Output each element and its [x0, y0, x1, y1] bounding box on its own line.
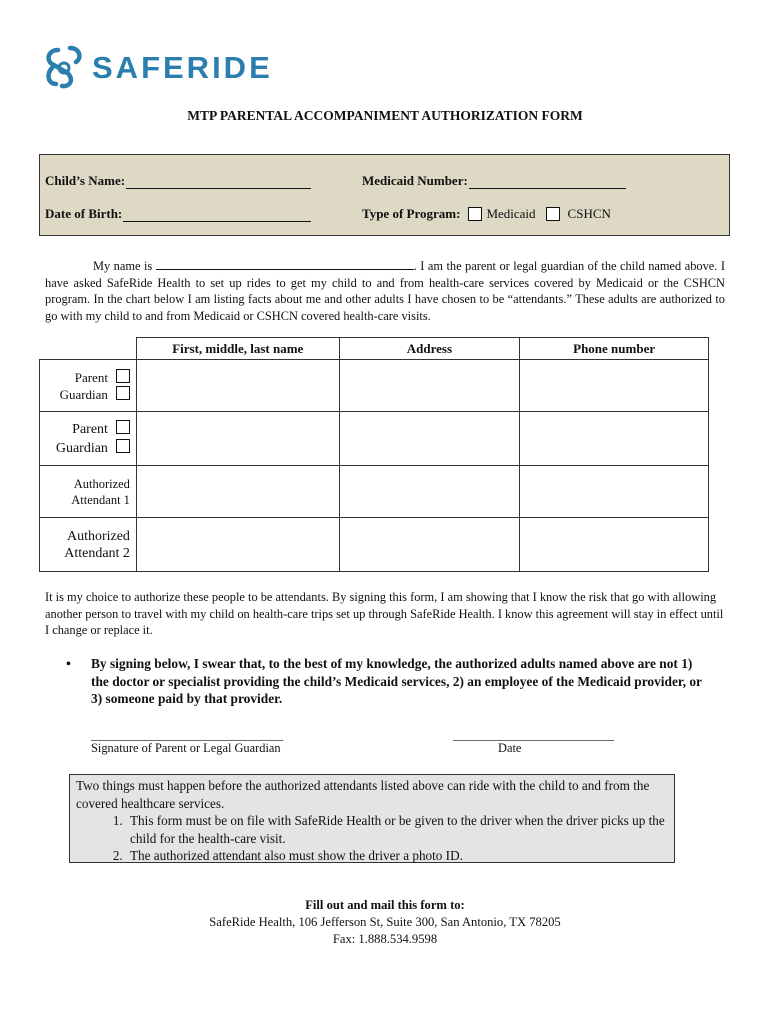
address-cell[interactable]: [339, 466, 520, 518]
table-row: [40, 518, 709, 572]
intro-prefix: My name is: [93, 259, 153, 273]
name-cell[interactable]: [136, 412, 339, 466]
col-header-name: First, middle, last name: [136, 338, 339, 360]
name-cell[interactable]: [136, 360, 339, 412]
row-label-attendant-1: Authorized Attendant 1: [40, 466, 137, 518]
list-item: 1. This form must be on file with SafeRide Health or be given to the driver when the driver picks up the child for the health-care visit.: [126, 812, 668, 847]
table-row: [40, 466, 709, 518]
guardian-checkbox-2[interactable]: [116, 439, 130, 453]
mail-address: SafeRide Health, 106 Jefferson St, Suite 300, San Antonio, TX 78205: [209, 915, 561, 929]
logo-wordmark: SAFERIDE: [92, 49, 273, 85]
requirements-box: [69, 774, 675, 863]
name-cell[interactable]: [136, 518, 339, 572]
cshcn-checkbox[interactable]: [546, 207, 560, 221]
address-cell[interactable]: [339, 360, 520, 412]
program-type-field: [362, 206, 611, 222]
mail-heading: Fill out and mail this form to:: [305, 898, 465, 912]
phone-cell[interactable]: [520, 360, 709, 412]
medicaid-checkbox[interactable]: [468, 207, 482, 221]
medicaid-number-label: Medicaid Number:: [362, 173, 468, 188]
saferide-logo-icon: [44, 44, 84, 90]
fax-number: Fax: 1.888.534.9598: [332, 932, 438, 946]
dob-label: Date of Birth:: [45, 206, 123, 221]
col-header-address: Address: [339, 338, 520, 360]
saferide-logo: [44, 44, 273, 90]
choice-paragraph: It is my choice to authorize these people to be attendants. By signing this form, I am showing that I know the risk that go with allowing another person to travel with my child on health-care trips set up through SafeRide Health. I know this agreement will stay in effect until I change or replace it.: [45, 590, 724, 637]
address-cell[interactable]: [339, 412, 520, 466]
name-cell[interactable]: [136, 466, 339, 518]
medicaid-number-field[interactable]: [362, 173, 626, 189]
table-row: [40, 412, 709, 466]
child-info-box: [39, 154, 730, 236]
medicaid-number-input[interactable]: [469, 174, 626, 189]
list-item: 2. The authorized attendant also must show the driver a photo ID.: [126, 847, 668, 865]
col-header-phone: Phone number: [520, 338, 709, 360]
signature-line[interactable]: _______________________________: [91, 728, 284, 742]
intro-paragraph: [45, 257, 725, 324]
table-header-row: [40, 338, 709, 360]
table-corner: [40, 338, 137, 360]
table-row: [40, 360, 709, 412]
bullet-icon: •: [66, 657, 71, 672]
requirements-list: [76, 812, 668, 865]
medicaid-option-label: Medicaid: [486, 206, 536, 221]
row-label-parent-2: Parent Guardian: [40, 412, 137, 466]
row-label-parent-1: Parent Guardian: [40, 360, 137, 412]
child-name-label: Child’s Name:: [45, 173, 126, 188]
address-cell[interactable]: [339, 518, 520, 572]
cshcn-option-label: CSHCN: [567, 206, 611, 221]
phone-cell[interactable]: [520, 412, 709, 466]
form-title: MTP PARENTAL ACCOMPANIMENT AUTHORIZATION FORM: [187, 108, 583, 123]
date-label: Date: [498, 741, 522, 755]
oath-statement: By signing below, I swear that, to the best of my knowledge, the authorized adults named above are not 1) the doctor or specialist providing the child’s Medicaid services, 2) an employee of the Medicaid provider, or 3) someone paid by that provider.: [91, 656, 702, 706]
phone-cell[interactable]: [520, 466, 709, 518]
dob-input[interactable]: [123, 207, 311, 222]
guardian-checkbox-1[interactable]: [116, 386, 130, 400]
row-label-attendant-2: Authorized Attendant 2: [40, 518, 137, 572]
intro-suffix: . I am the parent or legal guardian of the child named above. I have asked SafeRide Health to set up rides to get my child to and from health-care services covered by Medicaid or the CSHCN program. In the chart below I am listing facts about me and other adults I have chosen to be “attendants.” These adults are authorized to go with my child to and from Medicaid or CSHCN covered health-care visits.: [45, 259, 725, 323]
attendants-table: [39, 337, 709, 572]
signature-label: Signature of Parent or Legal Guardian: [91, 741, 281, 755]
child-name-input[interactable]: [126, 174, 311, 189]
parent-checkbox-2[interactable]: [116, 420, 130, 434]
dob-field[interactable]: [45, 206, 311, 222]
date-line[interactable]: __________________________: [453, 728, 615, 742]
parent-name-input[interactable]: [156, 257, 414, 270]
requirements-intro: Two things must happen before the authorized attendants listed above can ride with the child to and from the covered healthcare services.: [76, 778, 650, 811]
parent-checkbox-1[interactable]: [116, 369, 130, 383]
child-name-field[interactable]: [45, 173, 311, 189]
phone-cell[interactable]: [520, 518, 709, 572]
program-type-label: Type of Program:: [362, 206, 461, 221]
